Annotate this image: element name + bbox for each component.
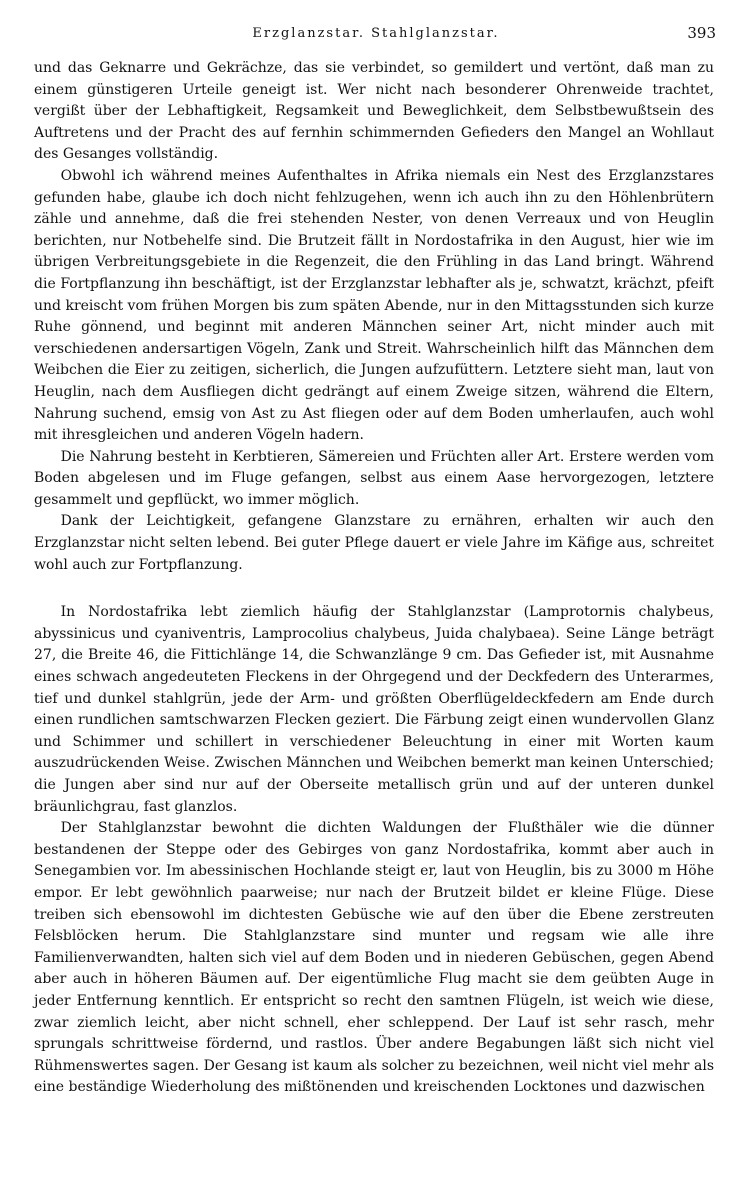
paragraph-stahlglanzstar-description: In Nordostafrika lebt ziemlich häufig der Stahlglanzstar (Lamprotornis chalybeus, abyssinicus und cyaniventris, Lamprocolius chalybeus, Juida chalybaea). Seine Länge beträgt 27, die Breite 46, die Fittichlänge 14, die Schwanzlänge 9 cm. Das Gefieder ist, mit Ausnahme eines schwach angedeuteten Fleckens in der Ohrgegend und der Deckfedern des Unterarmes, tief und dunkel stahlgrün, jede der Arm- und größten Oberflügeldeckfedern am Ende durch einen rundlichen samtschwarzen Flecken geziert. Die Färbung zeigt einen wundervollen Glanz und Schimmer und schillert in verschiedener Beleuchtung in einer mit Worten kaum auszudrückenden Weise. Zwischen Männchen und Weibchen bemerkt man keinen Unterschied; die Jungen aber sind nur auf der Oberseite metallisch grün und auf der unteren dunkel bräunlichgrau, fast glanzlos. — [34, 604, 714, 815]
running-head: Erzglanzstar. Stahlglanzstar. — [252, 26, 500, 41]
paragraph-nesting: Obwohl ich während meines Aufenthaltes in Afrika niemals ein Nest des Erzglanzstares gefunden habe, glaube ich doch nicht fehlzugehen, wenn ich auch ihn zu den Höhlenbrütern zähle und annehme, daß die frei stehenden Nester, von denen Verreaux und von Heuglin berichten, nur Notbehelfe sind. Die Brutzeit fällt in Nordostafrika in den August, hier wie im übrigen Verbreitungsgebiete in die Regenzeit, die den Frühling in das Land bringt. Während die Fortpflanzung ihn beschäftigt, ist der Erzglanzstar lebhafter als je, schwatzt, krächzt, pfeift und kreischt vom frühen Morgen bis zum späten Abende, nur in den Mittagsstunden sich kurze Ruhe gönnend, und beginnt mit anderen Männchen seiner Art, nicht minder auch mit verschiedenen andersartigen Vögeln, Zank und Streit. Wahrscheinlich hilft das Männchen dem Weibchen die Eier zu zeitigen, sicherlich, die Jungen aufzufüttern. Letztere sieht man, laut von Heuglin, nach dem Ausfliegen dicht gedrängt auf einem Zweige sitzen, während die Eltern, Nahrung suchend, emsig von Ast zu Ast fliegen oder auf dem Boden umherlaufen, auch wohl mit ihresgleichen und anderen Vögeln hadern. — [34, 167, 714, 444]
section-gap — [34, 576, 714, 602]
paragraph-captivity: Dank der Leichtigkeit, gefangene Glanzstare zu ernähren, erhalten wir auch den Erzglanzstar nicht selten lebend. Bei guter Pflege dauert er viele Jahre im Käfige aus, schreitet wohl auch zur Fortpflanzung. — [34, 513, 714, 573]
body-text — [34, 58, 714, 1099]
page-number: 393 — [687, 24, 716, 42]
page-header — [36, 22, 716, 44]
paragraph-continuation: und das Geknarre und Gekrächze, das sie verbindet, so gemildert und vertönt, daß man zu einem günstigeren Urteile geneigt ist. Wer nicht nach besonderer Ohrenweide trachtet, vergißt über der Lebhaftigkeit, Regsamkeit und Beweglichkeit, dem Selbstbewußtsein des Auftretens und der Pracht des auf fernhin schimmernden Gefieders den Mangel an Wohllaut des Gesanges vollständig. — [34, 60, 714, 163]
paragraph-stahlglanzstar-habitat: Der Stahlglanzstar bewohnt die dichten Waldungen der Flußthäler wie die dünner bestandenen der Steppe oder des Gebirges von ganz Nordostafrika, kommt aber auch in Senegambien vor. Im abessinischen Hochlande steigt er, laut von Heuglin, bis zu 3000 m Höhe empor. Er lebt gewöhnlich paarweise; nur nach der Brutzeit bildet er kleine Flüge. Diese treiben sich ebensowohl im dichtesten Gebüsche wie auf den über die Ebene zerstreuten Felsblöcken herum. Die Stahlglanzstare sind munter und regsam wie alle ihre Familienverwandten, halten sich viel auf dem Boden und in niederen Gebüschen, gegen Abend aber auch in höheren Bäumen auf. Der eigentümliche Flug macht sie dem geübten Auge in jeder Entfernung kenntlich. Er entspricht so recht den samtnen Flügeln, ist weich wie diese, zwar ziemlich leicht, aber nicht schnell, eher schleppend. Der Lauf ist sehr rasch, mehr sprungals schrittweise fördernd, und rastlos. Über andere Begabungen läßt sich nicht viel Rühmenswertes sagen. Der Gesang ist kaum als solcher zu bezeichnen, weil nicht viel mehr als eine beständige Wiederholung des mißtönenden und kreischenden Locktones und dazwischen — [34, 820, 714, 1096]
paragraph-food: Die Nahrung besteht in Kerbtieren, Sämereien und Früchten aller Art. Erstere werden vom Boden abgelesen und im Fluge gefangen, selbst aus einem Aase hervorgezogen, letztere gesammelt und gepflückt, wo immer möglich. — [34, 448, 714, 508]
